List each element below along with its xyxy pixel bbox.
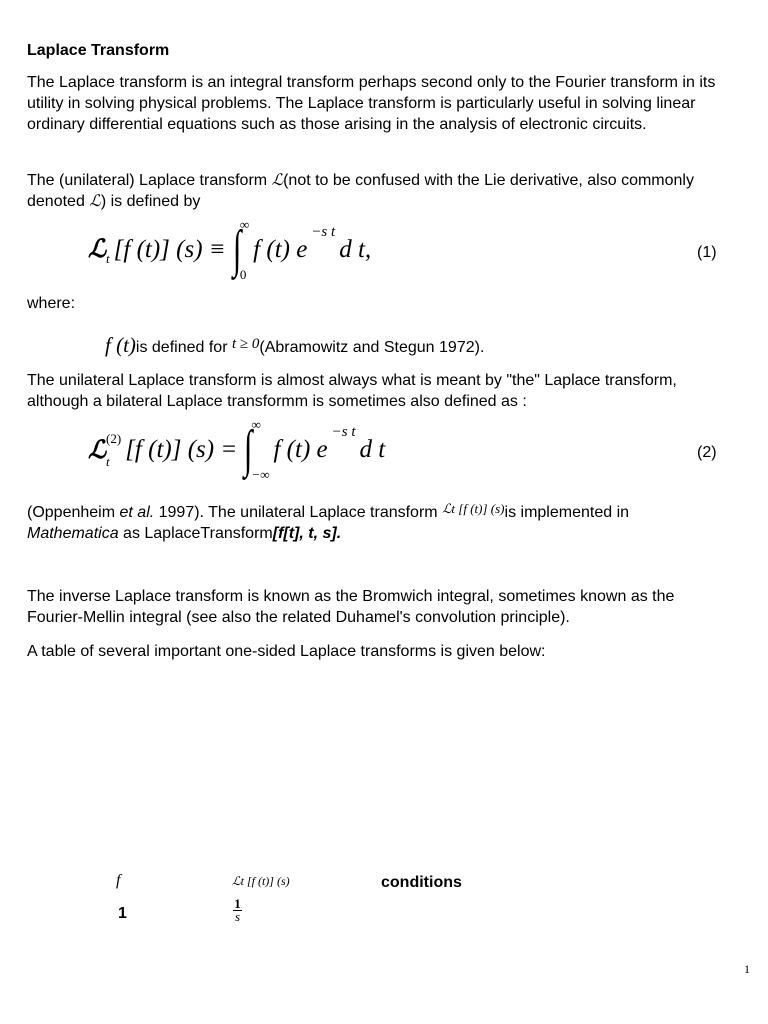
- bilateral-paragraph: The unilateral Laplace transform is almost always what is meant by "the" Laplace transform, although a bilateral Laplace transformm is sometimes also defined as :: [27, 372, 677, 410]
- equation-1: [88, 218, 371, 282]
- page-title: Laplace Transform: [27, 42, 170, 59]
- differential: d t,: [339, 236, 372, 263]
- integral-sign: ∫: [244, 421, 253, 478]
- integral-sign: ∫: [232, 221, 242, 278]
- integral: [230, 218, 250, 282]
- text: is implemented in: [504, 504, 630, 521]
- function-f: f (t): [105, 333, 136, 357]
- numerator: 1: [234, 896, 241, 911]
- denominator: s: [234, 909, 241, 924]
- table-header-f: f: [116, 872, 121, 889]
- equation-number-2: (2): [697, 444, 717, 461]
- inline-math: ℒt [f (t)] (s): [442, 501, 505, 516]
- eq-lhs: ℒ: [88, 235, 107, 263]
- laplace-symbol: ℒ: [271, 172, 284, 189]
- condition-math: t ≥ 0: [231, 336, 260, 352]
- definition-paragraph: [27, 170, 717, 212]
- integrand: f (t) e: [253, 236, 308, 263]
- lower-limit: 0: [239, 267, 247, 282]
- where-label: where:: [27, 295, 76, 312]
- upper-limit: ∞: [251, 417, 261, 432]
- code-text: [f[t], t, s].: [272, 525, 342, 542]
- text: et al.: [119, 504, 155, 521]
- integral: [241, 418, 269, 482]
- text: The (unilateral) Laplace transform: [27, 172, 272, 189]
- equation-2: [88, 418, 385, 482]
- eq-body: [f (t)] (s) ≡: [113, 236, 226, 263]
- table-cell-f: 1: [118, 905, 127, 922]
- oppenheim-paragraph: [27, 498, 747, 544]
- lower-limit: −∞: [251, 467, 270, 482]
- table-header-conditions: conditions: [381, 874, 462, 891]
- eq-sup: (2): [106, 431, 122, 446]
- text: (not to be confused with the Lie derivative, also commonly denoted: [27, 172, 694, 210]
- integrand: f (t) e: [273, 436, 328, 463]
- intro-paragraph: The Laplace transform is an integral transform perhaps second only to the Fourier transform in its utility in solving physical problems. The Laplace transform is particularly useful in solving linear ordinary differential equations such as those arising in the analysis of electronic circuits.: [27, 74, 716, 133]
- text: ) is defined by: [100, 193, 201, 210]
- condition-line: [105, 333, 484, 358]
- equation-number-1: (1): [697, 244, 717, 261]
- eq-body: [f (t)] (s) =: [125, 436, 238, 463]
- text: Mathematica: [27, 525, 119, 542]
- text: 1997). The unilateral Laplace transform: [154, 504, 443, 521]
- text: is defined for: [135, 339, 232, 356]
- table-cell-transform: [233, 898, 242, 923]
- differential: d t: [359, 436, 386, 463]
- exponent: −s t: [331, 424, 356, 440]
- laplace-symbol: ℒ: [89, 193, 101, 210]
- page-number: 1: [744, 962, 750, 976]
- exponent: −s t: [311, 224, 336, 240]
- text: as LaplaceTransform: [118, 525, 273, 542]
- eq-lhs: ℒ: [88, 437, 107, 464]
- upper-limit: ∞: [239, 217, 250, 232]
- text: (Oppenheim: [27, 504, 120, 521]
- table-intro: A table of several important one-sided Laplace transforms is given below:: [27, 643, 546, 660]
- eq-sub: t: [106, 454, 110, 469]
- table-header-transform: ℒt [f (t)] (s): [232, 874, 290, 888]
- text: (Abramowitz and Stegun 1972).: [259, 339, 485, 356]
- eq-sub: t: [106, 250, 110, 266]
- inverse-paragraph: The inverse Laplace transform is known as the Bromwich integral, sometimes known as the Fourier-Mellin integral (see also the related Duhamel's convolution principle).: [27, 588, 675, 626]
